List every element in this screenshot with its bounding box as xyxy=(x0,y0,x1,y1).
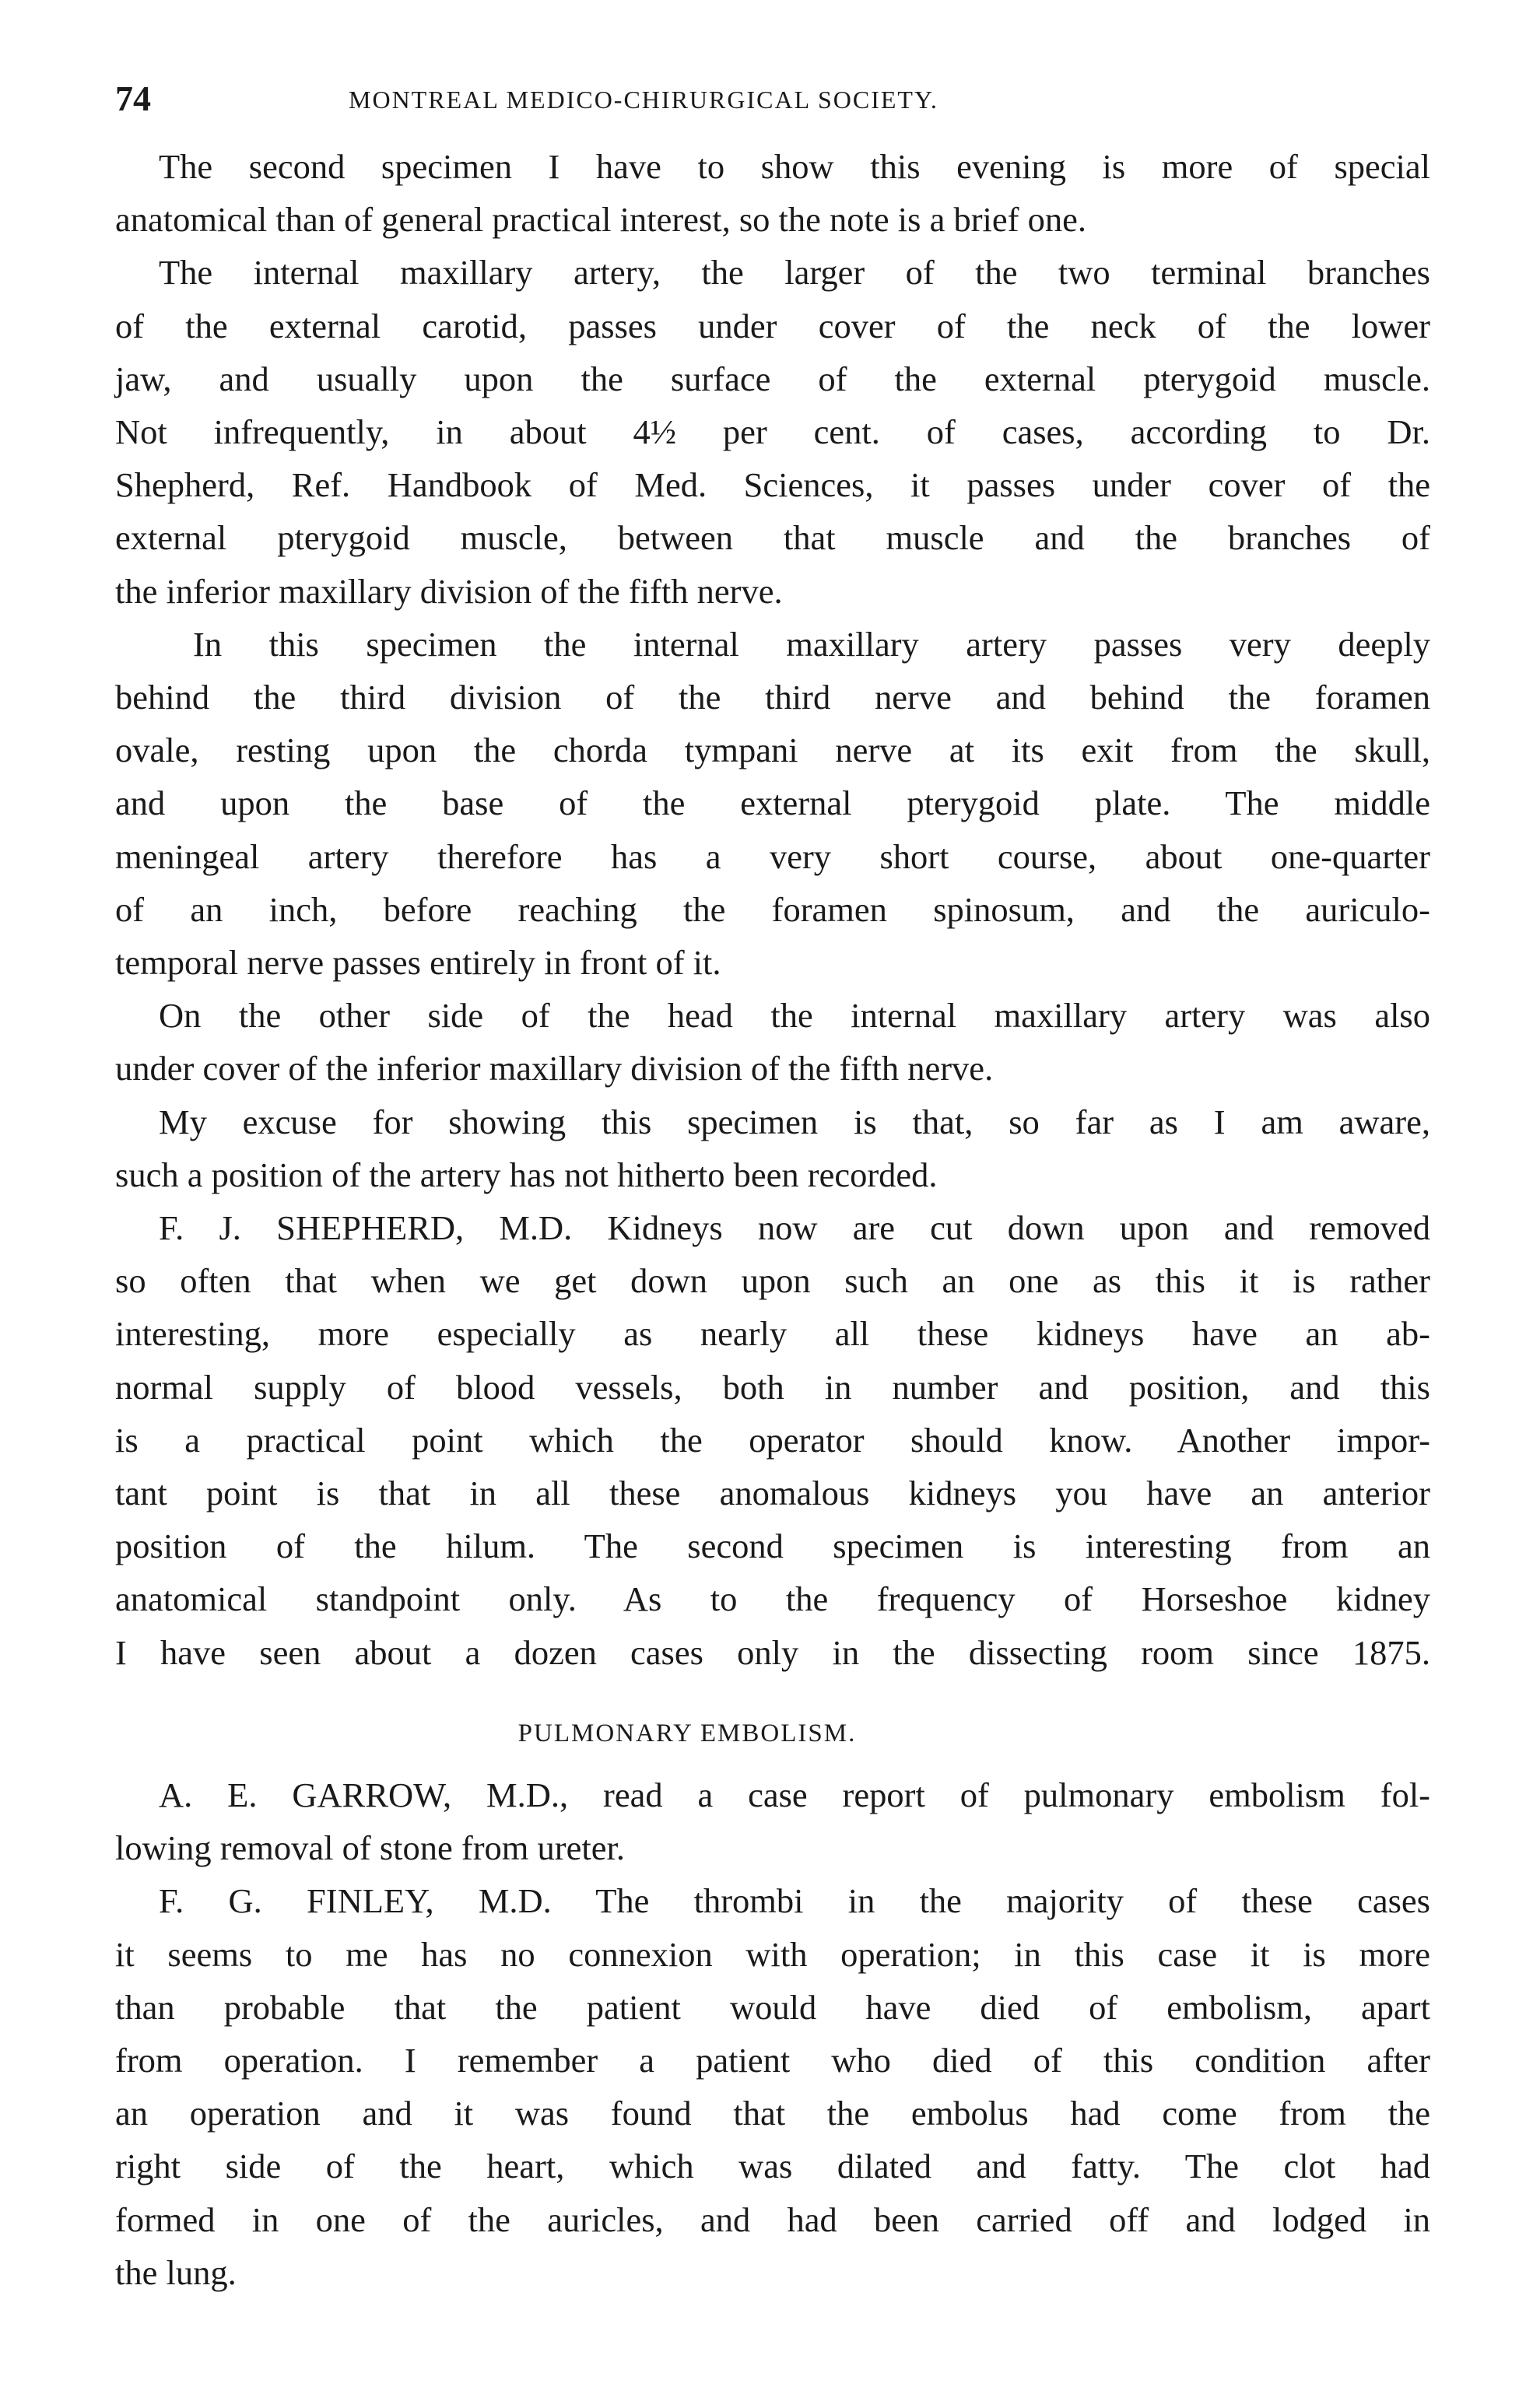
running-title: MONTREAL MEDICO-CHIRURGICAL SOCIETY. xyxy=(349,86,938,114)
text-line: right side of the heart, which was dilated and fatty. The clot had xyxy=(115,2147,1430,2186)
text-line: external pterygoid muscle, between that muscle and the branches of xyxy=(115,518,1430,558)
text-line: behind the third division of the third nerve and behind the foramen xyxy=(115,678,1430,717)
text-line: of the external carotid, passes under cover of the neck of the lower xyxy=(115,306,1430,345)
text-line: In this specimen the internal maxillary artery passes very deeply xyxy=(193,624,1430,664)
page-number: 74 xyxy=(115,79,151,118)
text-line: of an inch, before reaching the foramen spinosum, and the auriculo- xyxy=(115,889,1430,929)
paragraph xyxy=(115,1095,1430,1201)
text-line: the lung. xyxy=(115,2252,237,2292)
text-line: an operation and it was found that the embolus had come from the xyxy=(115,2094,1430,2133)
text-line: from operation. I remember a patient who died of this condition after xyxy=(115,2040,1430,2080)
text-line: anatomical standpoint only. As to the frequency of Horseshoe kidney xyxy=(115,1579,1430,1619)
text-line: anatomical than of general practical interest, so the note is a brief one. xyxy=(115,200,1086,240)
running-head xyxy=(115,78,1430,140)
text-line: so often that when we get down upon such an one as this it is rather xyxy=(115,1261,1430,1301)
text-line: interesting, more especially as nearly all these kidneys have an ab- xyxy=(115,1314,1430,1354)
text-line: position of the hilum. The second specimen is interesting from an xyxy=(115,1526,1430,1566)
paragraph xyxy=(115,989,1430,1095)
text-line: meningeal artery therefore has a very short course, about one-quarter xyxy=(115,836,1430,876)
document-page xyxy=(115,78,1430,2299)
text-line: temporal nerve passes entirely in front of it. xyxy=(115,943,721,983)
text-line: the inferior maxillary division of the fifth nerve. xyxy=(115,571,783,611)
text-line: tant point is that in all these anomalous kidneys you have an anterior xyxy=(115,1474,1430,1513)
text-line: under cover of the inferior maxillary division of the fifth nerve. xyxy=(115,1049,994,1088)
paragraph xyxy=(115,1874,1430,2299)
text-line: My excuse for showing this specimen is that, so far as I am aware, xyxy=(159,1102,1430,1141)
paragraph xyxy=(115,618,1430,989)
text-line: jaw, and usually upon the surface of the external pterygoid muscle. xyxy=(115,359,1430,398)
text-line: normal supply of blood vessels, both in number and position, and this xyxy=(115,1367,1430,1407)
text-line: On the other side of the head the internal maxillary artery was also xyxy=(159,996,1430,1036)
text-line: A. E. GARROW, M.D., read a case report of pulmonary embolism fol- xyxy=(159,1775,1430,1814)
paragraph xyxy=(115,1201,1430,1679)
text-line: it seems to me has no connexion with operation; in this case it is more xyxy=(115,1934,1430,1974)
text-line: such a position of the artery has not hitherto been recorded. xyxy=(115,1155,938,1194)
text-line: and upon the base of the external pterygoid plate. The middle xyxy=(115,783,1430,823)
text-line: ovale, resting upon the chorda tympani nerve at its exit from the skull, xyxy=(115,731,1430,770)
text-line: The second specimen I have to show this evening is more of special xyxy=(159,147,1430,186)
text-line: I have seen about a dozen cases only in the dissecting room since 1875. xyxy=(115,1632,1430,1672)
section-heading: PULMONARY EMBOLISM. xyxy=(517,1719,857,1747)
text-line: is a practical point which the operator should know. Another impor- xyxy=(115,1420,1430,1460)
text-line: Not infrequently, in about 4½ per cent. of cases, according to Dr. xyxy=(115,412,1430,452)
paragraph xyxy=(115,140,1430,246)
paragraph xyxy=(115,1768,1430,1874)
text-line: F. J. SHEPHERD, M.D. Kidneys now are cut down upon and removed xyxy=(159,1208,1430,1248)
text-line: Shepherd, Ref. Handbook of Med. Sciences, it passes under cover of the xyxy=(115,465,1430,505)
paragraph xyxy=(115,246,1430,617)
text-line: than probable that the patient would have died of embolism, apart xyxy=(115,1987,1430,2027)
text-line: lowing removal of stone from ureter. xyxy=(115,1828,625,1868)
text-line: formed in one of the auricles, and had been carried off and lodged in xyxy=(115,2199,1430,2239)
text-line: F. G. FINLEY, M.D. The thrombi in the majority of these cases xyxy=(159,1881,1430,1921)
text-line: The internal maxillary artery, the larger of the two terminal branches xyxy=(159,253,1430,293)
